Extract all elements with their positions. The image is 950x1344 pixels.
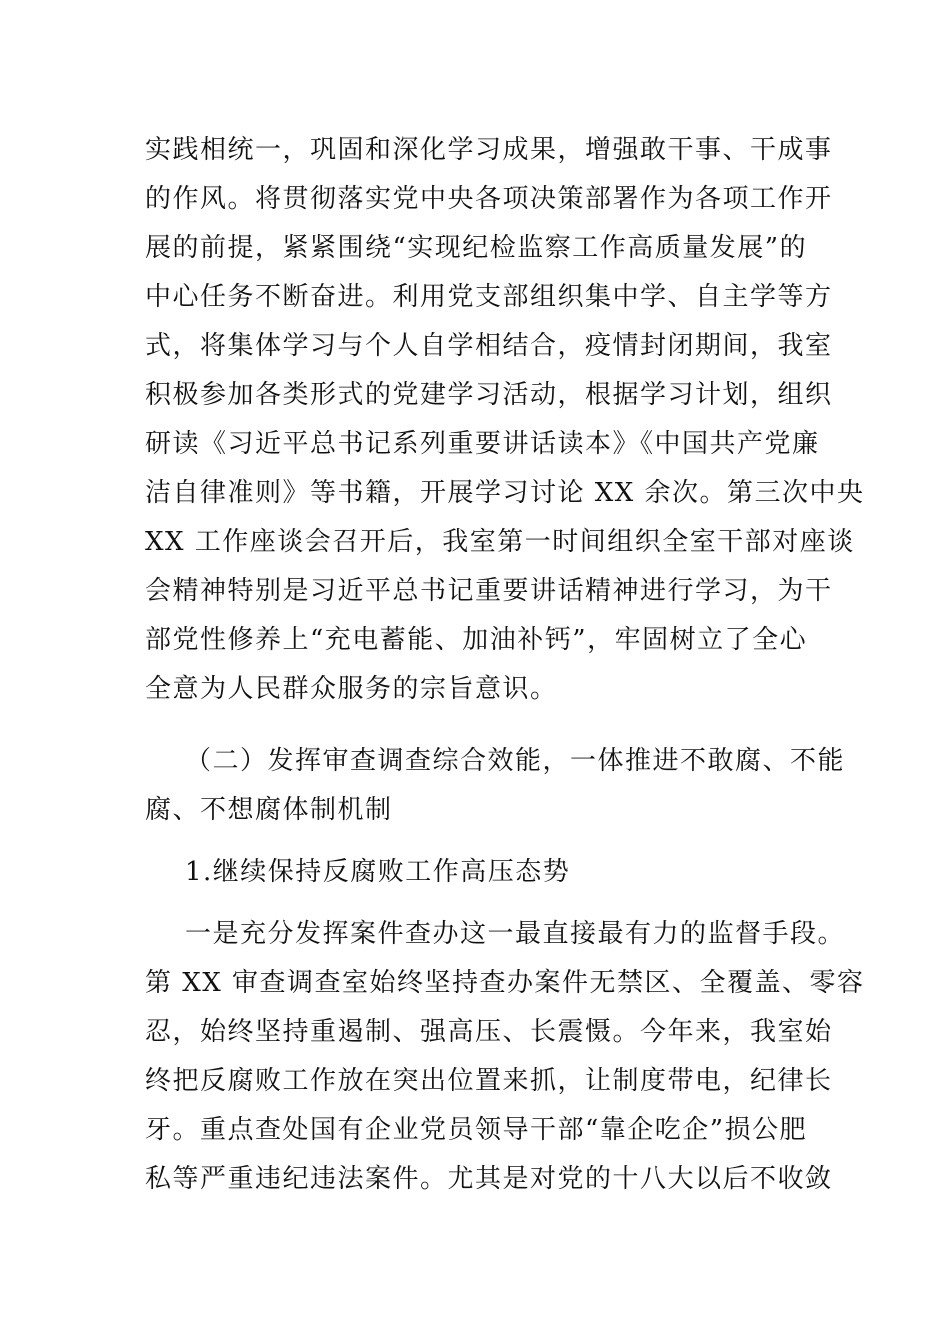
paragraph-line: 积极参加各类形式的党建学习活动，根据学习计划，组织: [145, 380, 833, 410]
body-paragraph-1: [145, 126, 865, 714]
paragraph-line: 会精神特别是习近平总书记重要讲话精神进行学习，为干: [145, 576, 833, 606]
paragraph-line: 洁自律准则》等书籍，开展学习讨论 XX 余次。第三次中央: [145, 478, 865, 508]
paragraph-line: 部党性修养上“充电蓄能、加油补钙”，牢固树立了全心: [145, 625, 808, 655]
section-heading-2: [145, 737, 846, 835]
paragraph-line: 忍，始终坚持重遏制、强高压、长震慑。今年来，我室始: [145, 1017, 833, 1047]
paragraph-line: 中心任务不断奋进。利用党支部组织集中学、自主学等方: [145, 282, 833, 312]
paragraph-line: 研读《习近平总书记系列重要讲话读本》《中国共产党廉: [145, 429, 820, 459]
subheading-1: [145, 848, 810, 897]
paragraph-line: 展的前提，紧紧围绕“实现纪检监察工作高质量发展”的: [145, 233, 808, 263]
paragraph-line: XX 工作座谈会召开后，我室第一时间组织全室干部对座谈: [145, 527, 855, 557]
paragraph-line: 的作风。将贯彻落实党中央各项决策部署作为各项工作开: [145, 184, 833, 214]
heading-line: 腐、不想腐体制机制: [145, 795, 393, 825]
paragraph-line: 实践相统一，巩固和深化学习成果，增强敢干事、干成事: [145, 135, 833, 165]
subheading-text: 1.继续保持反腐败工作高压态势: [185, 857, 571, 887]
paragraph-line: 一是充分发挥案件查办这一最直接最有力的监督手段。: [185, 919, 846, 949]
paragraph-line: 牙。重点查处国有企业党员领导干部“靠企吃企”损公肥: [145, 1115, 808, 1145]
paragraph-line: 终把反腐败工作放在突出位置来抓，让制度带电，纪律长: [145, 1066, 833, 1096]
body-paragraph-2: [145, 910, 865, 1204]
paragraph-line: 式，将集体学习与个人自学相结合，疫情封闭期间，我室: [145, 331, 833, 361]
paragraph-line: 全意为人民群众服务的宗旨意识。: [145, 674, 558, 704]
paragraph-line: 私等严重违纪违法案件。尤其是对党的十八大以后不收敛: [145, 1164, 833, 1194]
heading-line: （二）发挥审查调查综合效能，一体推进不敢腐、不能: [185, 746, 846, 776]
paragraph-line: 第 XX 审查调查室始终坚持查办案件无禁区、全覆盖、零容: [145, 968, 865, 998]
